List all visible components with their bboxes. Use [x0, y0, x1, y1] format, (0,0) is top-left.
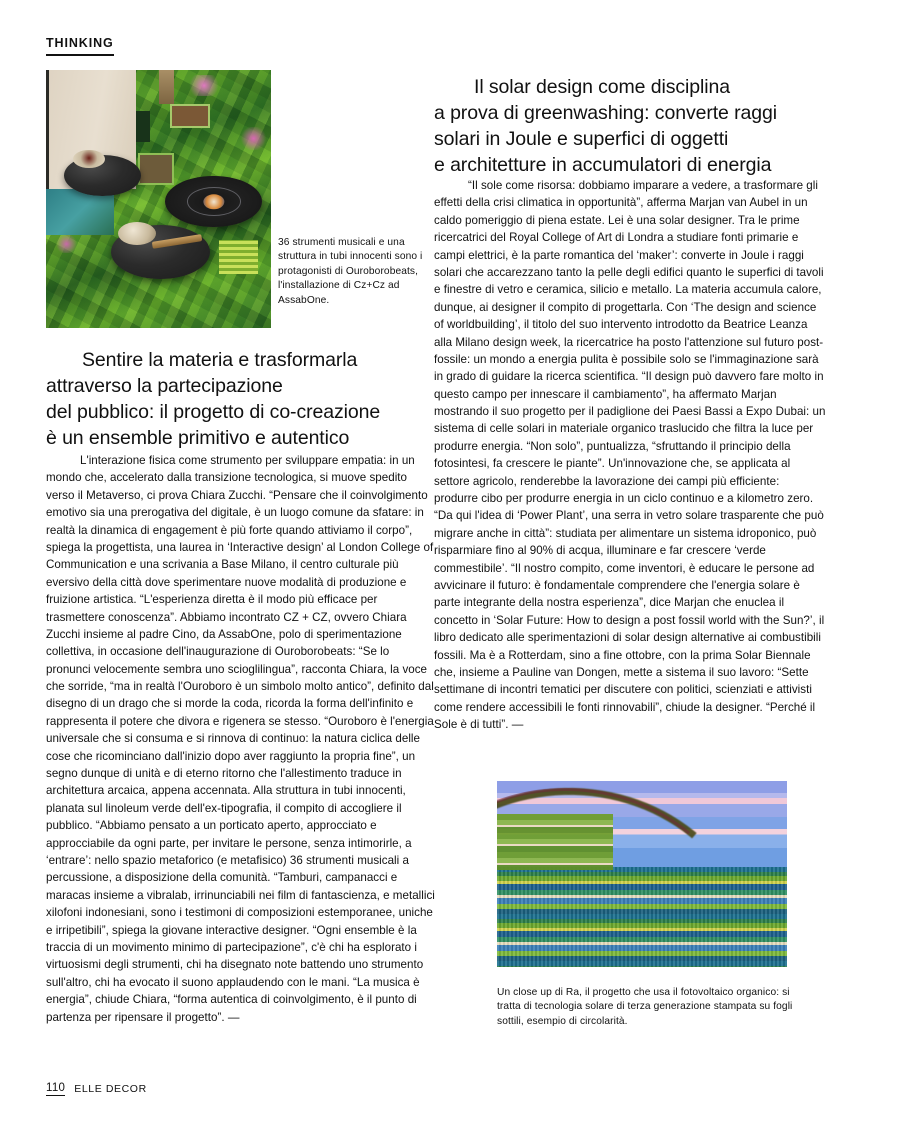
floor-patch-brown-2 [138, 153, 174, 185]
body-paragraph: L'interazione fisica come strumento per sviluppare empatia: in un mondo che, accelerato dalla transizione tecnologica, si muove spedito verso il Metaverso, ci prova Chiara Zucchi. “Pensare che il coinvolgimento emotivo sia una prerogativa del digitale, è un luogo comune da sfatare: in realtà la dinamica di engagement è più forte quando attiviamo il corpo”, spiega la progettista, una laurea in ‘Interactive design’ al London College of Communication e una scrivania a Base Milano, il centro culturale più eversivo della città dove sperimentare nuove modalità di produzione e fruizione artistica. “L'esperienza diretta è il modo più efficace per trasmettere conoscenza”. Abbiamo incontrato CZ + CZ, ovvero Chiara Zucchi insieme al padre Cino, da AssabOne, polo di sperimentazione collettiva, in occasione dell'inaugurazione di Ouroborobeats: “Se lo pronunci velocemente sembra uno scioglilingua”, racconta Chiara, la voce che sorride, “ma in realtà l'Ouroboro è un simbolo molto antico”, definito dal disegno di un drago che si morde la coda, ricorda la forma dell'infinito e rappresenta il potere che divora e rigenera se stesso. “Ouroboro è l'energia universale che si consuma e si rinnova di continuo: la natura ciclica delle cose che ricominciano dall'inizio dopo aver raggiunto la propria fine”, un segno dunque di unità e di eterno ritorno che l'allestimento traduce in architettura arcaica, appena accennata. Alla struttura in tubi innocenti, planata sul linoleum verde dell'ex-tipografia, il compito di accogliere il pubblico. “Abbiamo pensato a un porticato aperto, approcciato e approcciabile da ogni parte, per invitare le persone, senza intimorirle, a ‘entrare’: nello spazio metaforico (e metafisico) 36 strumenti musicali a percussione, a disposizione della comunità. “Tamburi, campanacci e maracas insieme a vibralab, irrinunciabili nei film di fantascienza, e metallici xilofoni indonesiani, sono i testimoni di composizioni estemporanee, uniche e irripetibili”, spiega la giovane interactive designer. “Ogni ensemble è la traccia di un movimento minimo di partecipazione”, c'è chi ha esplorato i virtuosismi degli strumenti, chi ha disegnato note battendo uno strumento sull'altro, chi ha evocato il suono applaudendo con le mani. “La musica è energia”, chiude Chiara, “forma autentica di coinvolgimento, è il punto di partenza per ripensare il progetto”. — [46, 454, 435, 1024]
floor-patch-brown [170, 104, 210, 129]
floor-patch-yellow [219, 240, 257, 274]
shell-ornament-top [73, 150, 105, 168]
headline-line: e architetture in accumulatori di energia [434, 154, 772, 177]
section-kicker: THINKING [46, 37, 114, 56]
photo-caption-ouroborobeats: 36 strumenti musicali e una struttura in tubi innocenti sono i protagonisti di Ouroborobeats, l'installazione di Cz+Cz ad AssabOne. [278, 237, 423, 306]
left-article-headline [46, 347, 438, 452]
floor-patch-pink-1 [186, 75, 222, 96]
floor-patch-pink-3 [55, 235, 78, 253]
headline-line: a prova di greenwashing: converte raggi [434, 102, 777, 125]
right-article-body [434, 177, 826, 734]
photo-wooden-post [159, 70, 175, 104]
body-paragraph: “Il sole come risorsa: dobbiamo imparare a vedere, a trasformare gli effetti della crisi climatica in opportunità”, afferma Marjan van Aubel in un caldo pomeriggio di piena estate. Lei è una solar designer. Tra le prime ricercatrici del Royal College of Art di Londra a studiare fonti primarie e campi elettrici, è la parte romantica del ‘maker’: converte in Joule i raggi solari che accarezzano tanto la pelle degli edifici quanto le superfici di tavoli e finestre di vetro e ceramica, silicio e metallo. La materia accumula calore, dunque, ai designer il compito di progettarla. Con ‘The design and science of worldbuilding’, il titolo del suo intervento introdotto da Beatrice Leanza alla Milano design week, la ricercatrice ha posto l'attenzione sul futuro post-fossile: un mondo a energia pulita è possibile solo se l'immaginazione sarà in grado di guidare la ricerca scientifica. “Il design può davvero fare molto in questo campo per innescare il cambiamento”, ha affermato Marjan mostrando il suo progetto per il padiglione dei Paesi Bassi a Expo Dubai: un sistema di celle solari in materiale organico traslucido che filtra la luce per produrre energia. “Non solo”, puntualizza, “sfruttando il principio della fotosintesi, fa crescere le piante”. Un'innovazione che, se applicata al settore agricolo, renderebbe la lavorazione dei campi più efficiente: produrre cibo per produrre energia in un ciclo continuo e a kilometro zero. “Da qui l'idea di ‘Power Plant’, una serra in vetro solare trasparente che può migrare anche in città”: studiata per alimentare un sistema idroponico, può risparmiare fino al 90% di acqua, illuminare e far crescere ‘verde commestibile’. “Il nostro compito, come inventori, è educare le persone ad avvicinare il futuro: è fondamentale comprendere che l'energia solare è parte integrante della nostra esperienza”, dice Marjan che enuclea il concetto in ‘Solar Future: How to design a post fossil world with the Sun?’, il libro dedicato alle sperimentazioni di solar design alternative ai combustibili fossili. Ma è a Rotterdam, sino a fine ottobre, con la prima Solar Biennale che, insieme a Pauline van Dongen, mette a sistema il suo lavoro: “Sette settimane di incontri tematici per discutere con politici, scienziati e attivisti come rendere accessibili le fonti rinnovabili”, chiude la designer. “Perché il Sole è di tutti”. — [434, 179, 826, 732]
photo-caption-ra: Un close up di Ra, il progetto che usa il fotovoltaico organico: si tratta di tecnologia solare di terza generazione stampata su fogli sottili, esempio di circolarità. [497, 987, 793, 1027]
ra-solar-photo [497, 781, 787, 967]
headline-line: attraverso la partecipazione [46, 375, 283, 398]
photo-wall-edge [46, 70, 49, 189]
ouroborobeats-photo [46, 70, 271, 328]
headline-line: Il solar design come disciplina [474, 76, 730, 98]
right-article-headline [434, 74, 826, 179]
headline-line: è un ensemble primitivo e autentico [46, 427, 350, 450]
floor-patch-pink-2 [240, 127, 267, 150]
photo-ra-image [497, 781, 787, 967]
left-article-body [46, 452, 436, 1026]
masthead-label: ELLE DECOR [74, 1083, 147, 1096]
headline-line: del pubblico: il progetto di co-creazione [46, 401, 381, 424]
page-footer [46, 1082, 147, 1096]
photo-ouroborobeats-image [46, 70, 271, 328]
percussion-disc-middle [165, 176, 262, 228]
headline-line: solari in Joule e superfici di oggetti [434, 128, 729, 151]
headline-line: Sentire la materia e trasformarla [82, 349, 358, 371]
folio-page-number: 110 [46, 1082, 65, 1096]
